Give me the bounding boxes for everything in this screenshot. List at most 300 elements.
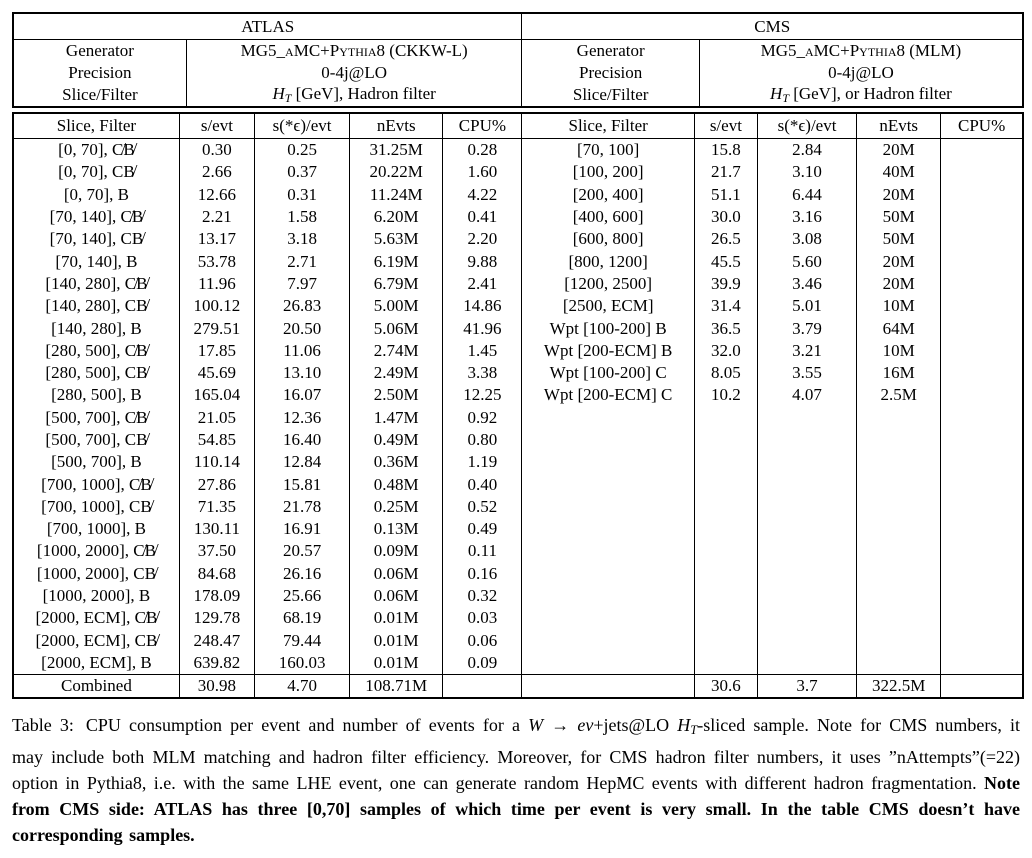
cms-slice-cell: Wpt [200-ECM] C	[522, 384, 694, 406]
cms-seps-cell: 2.84	[757, 139, 856, 162]
cms-seps-cell	[757, 630, 856, 652]
atlas-sevt-cell: 54.85	[179, 429, 254, 451]
cms-seps-cell: 5.01	[757, 295, 856, 317]
cms-sevt-cell	[694, 451, 757, 473]
cms-cpu-cell	[941, 407, 1023, 429]
table-row	[13, 451, 1023, 473]
atlas-slice-cell: [280, 500], C̸B̸	[45, 340, 148, 360]
atlas-seps-cell: 79.44	[254, 630, 349, 652]
atlas-cpu-cell: 0.09	[443, 652, 522, 675]
atlas-slice-cell: [70, 140], B	[55, 251, 138, 271]
atlas-nevts-cell: 0.01M	[350, 607, 443, 629]
atlas-seps-cell: 25.66	[254, 585, 349, 607]
atlas-cpu-cell: 1.19	[443, 451, 522, 473]
atlas-sevt-cell: 84.68	[179, 563, 254, 585]
atlas-cpu-cell: 0.03	[443, 607, 522, 629]
atlas-sevt-cell: 130.11	[179, 518, 254, 540]
cms-cpu-cell	[941, 518, 1023, 540]
table-row	[13, 518, 1023, 540]
atlas-sevt-cell: 21.05	[179, 407, 254, 429]
atlas-nevts-cell: 6.19M	[350, 250, 443, 272]
atlas-sevt-cell: 639.82	[179, 652, 254, 675]
atlas-seps-cell: 0.25	[254, 139, 349, 162]
cms-cpu-cell	[941, 585, 1023, 607]
atlas-sevt-cell: 37.50	[179, 540, 254, 562]
atlas-slice-cell: [2000, ECM], C̸B̸	[35, 608, 158, 628]
atlas-seps-cell: 20.50	[254, 317, 349, 339]
table-row	[13, 652, 1023, 675]
atlas-nevts-cell: 5.06M	[350, 317, 443, 339]
combined-row	[13, 675, 1023, 699]
cms-nevts-cell: 10M	[857, 295, 941, 317]
cms-sevt-cell: 10.2	[694, 384, 757, 406]
cms-slice-cell	[522, 429, 694, 451]
enu-symbol: eν	[577, 715, 594, 736]
cms-seps-cell	[757, 540, 856, 562]
cms-sevt-cell	[694, 429, 757, 451]
cms-nevts-cell: 20M	[857, 250, 941, 272]
caption-bold-note: Note from CMS side: ATLAS has three [0,70] samples of which time per event is very small. In the table CMS doesn’t have corresponding samples.	[12, 772, 1020, 845]
atlas-seps-cell: 20.57	[254, 540, 349, 562]
cms-slice-cell	[522, 473, 694, 495]
cpu-data-table	[12, 112, 1024, 699]
table-row	[13, 317, 1023, 339]
cms-sevt-cell	[694, 407, 757, 429]
cms-sevt-cell: 30.0	[694, 206, 757, 228]
cms-nevts-cell	[857, 451, 941, 473]
cms-col-nevts: nEvts	[857, 113, 941, 139]
cms-combined-cpu	[941, 675, 1023, 699]
atlas-cpu-cell: 0.28	[443, 139, 522, 162]
cms-sevt-cell	[694, 585, 757, 607]
data-rows-body	[13, 139, 1023, 675]
cms-combined-label	[522, 675, 694, 699]
atlas-combined-label: Combined	[13, 675, 179, 699]
cms-slice-cell	[522, 630, 694, 652]
cms-cpu-cell	[941, 340, 1023, 362]
cms-slice-cell: [200, 400]	[522, 184, 694, 206]
cms-slice-cell: [800, 1200]	[522, 250, 694, 272]
cms-nevts-cell	[857, 540, 941, 562]
cms-slice-cell: [600, 800]	[522, 228, 694, 250]
cms-sevt-cell	[694, 473, 757, 495]
cms-slice-value	[699, 84, 1023, 107]
cms-seps-cell	[757, 563, 856, 585]
atlas-seps-cell: 2.71	[254, 250, 349, 272]
cms-seps-cell: 3.08	[757, 228, 856, 250]
cms-slice-cell: Wpt [200-ECM] B	[522, 340, 694, 362]
atlas-slice-cell: [70, 140], C̸B̸	[49, 207, 144, 227]
table-row	[13, 250, 1023, 272]
atlas-col-sevt: s/evt	[179, 113, 254, 139]
atlas-nevts-cell: 0.36M	[350, 451, 443, 473]
meta-header-table	[12, 12, 1024, 108]
cms-seps-cell	[757, 607, 856, 629]
atlas-cpu-cell: 41.96	[443, 317, 522, 339]
cms-slice-cell	[522, 585, 694, 607]
atlas-slice-rest: [GeV], Hadron filter	[291, 84, 436, 104]
atlas-sevt-cell: 12.66	[179, 184, 254, 206]
atlas-nevts-cell: 0.06M	[350, 585, 443, 607]
cms-generator-label: Generator	[522, 40, 699, 63]
cms-cpu-cell	[941, 384, 1023, 406]
atlas-cpu-cell: 0.32	[443, 585, 522, 607]
cms-nevts-cell: 20M	[857, 273, 941, 295]
atlas-slice-cell: [140, 280], CB̸	[45, 296, 148, 316]
cms-title: CMS	[522, 13, 1023, 40]
atlas-slice-cell: [700, 1000], C̸B̸	[41, 474, 152, 494]
experiment-title-row	[13, 13, 1023, 40]
cms-nevts-cell: 2.5M	[857, 384, 941, 406]
cms-sevt-cell: 32.0	[694, 340, 757, 362]
table-row	[13, 585, 1023, 607]
cms-combined-sevt: 30.6	[694, 675, 757, 699]
atlas-nevts-cell: 2.50M	[350, 384, 443, 406]
atlas-sevt-cell: 27.86	[179, 473, 254, 495]
table-row	[13, 473, 1023, 495]
cms-seps-cell: 3.16	[757, 206, 856, 228]
cms-seps-cell	[757, 473, 856, 495]
cms-slice-cell: Wpt [100-200] C	[522, 362, 694, 384]
table-row	[13, 429, 1023, 451]
atlas-sevt-cell: 17.85	[179, 340, 254, 362]
cms-sevt-cell: 15.8	[694, 139, 757, 162]
atlas-nevts-cell: 0.25M	[350, 496, 443, 518]
atlas-sevt-cell: 248.47	[179, 630, 254, 652]
cms-sevt-cell: 8.05	[694, 362, 757, 384]
atlas-nevts-cell: 6.20M	[350, 206, 443, 228]
cms-slice-cell	[522, 563, 694, 585]
atlas-slice-cell: [500, 700], C̸B̸	[45, 407, 148, 427]
cms-nevts-cell	[857, 607, 941, 629]
table-row	[13, 496, 1023, 518]
cms-nevts-cell	[857, 563, 941, 585]
cms-combined-nevts: 322.5M	[857, 675, 941, 699]
caption-text-1: CPU consumption per event and number of events for a	[85, 715, 529, 736]
atlas-seps-cell: 1.58	[254, 206, 349, 228]
cms-nevts-cell: 20M	[857, 139, 941, 162]
ht-symbol: H	[272, 84, 285, 104]
atlas-slice-cell: [1000, 2000], CB̸	[36, 563, 156, 583]
atlas-seps-cell: 0.31	[254, 184, 349, 206]
atlas-cpu-cell: 0.52	[443, 496, 522, 518]
column-header-row	[13, 113, 1023, 139]
atlas-seps-cell: 16.40	[254, 429, 349, 451]
atlas-cpu-cell: 1.45	[443, 340, 522, 362]
atlas-seps-cell: 16.91	[254, 518, 349, 540]
atlas-col-seps: s(*ϵ)/evt	[254, 113, 349, 139]
atlas-combined-seps: 4.70	[254, 675, 349, 699]
caption-text-3: -sliced sample. Note for CMS numbers, it may include both MLM matching and hadron filter efficiency. Moreover, for CMS hadron filter numbers, it uses ”nAttempts”(=22) option in Pythia8, i.e. with the same LHE event, one can generate random HepMC events with different hadron fragmentation.	[12, 715, 1021, 793]
table-row	[13, 273, 1023, 295]
cms-slice-cell	[522, 652, 694, 675]
table-row	[13, 295, 1023, 317]
cms-seps-cell: 3.79	[757, 317, 856, 339]
atlas-nevts-cell: 0.13M	[350, 518, 443, 540]
cms-col-seps: s(*ϵ)/evt	[757, 113, 856, 139]
cms-seps-cell: 6.44	[757, 184, 856, 206]
atlas-cpu-cell: 0.40	[443, 473, 522, 495]
atlas-nevts-cell: 20.22M	[350, 161, 443, 183]
atlas-nevts-cell: 31.25M	[350, 139, 443, 162]
atlas-seps-cell: 15.81	[254, 473, 349, 495]
atlas-cpu-cell: 12.25	[443, 384, 522, 406]
atlas-slice-cell: [1000, 2000], C̸B̸	[36, 541, 156, 561]
w-symbol: W	[528, 715, 544, 736]
cms-nevts-cell	[857, 518, 941, 540]
atlas-nevts-cell: 0.06M	[350, 563, 443, 585]
atlas-cpu-cell: 0.80	[443, 429, 522, 451]
cms-nevts-cell	[857, 473, 941, 495]
atlas-sevt-cell: 0.30	[179, 139, 254, 162]
cms-nevts-cell: 20M	[857, 184, 941, 206]
cms-sevt-cell: 39.9	[694, 273, 757, 295]
atlas-sevt-cell: 13.17	[179, 228, 254, 250]
cms-cpu-cell	[941, 563, 1023, 585]
cms-slice-cell: Wpt [100-200] B	[522, 317, 694, 339]
cms-cpu-cell	[941, 228, 1023, 250]
cms-nevts-cell	[857, 429, 941, 451]
atlas-combined-sevt: 30.98	[179, 675, 254, 699]
atlas-cpu-cell: 2.20	[443, 228, 522, 250]
atlas-sevt-cell: 129.78	[179, 607, 254, 629]
atlas-seps-cell: 7.97	[254, 273, 349, 295]
atlas-slice-cell: [2000, ECM], B	[41, 652, 152, 672]
atlas-sevt-cell: 2.21	[179, 206, 254, 228]
cms-sevt-cell	[694, 496, 757, 518]
cms-seps-cell	[757, 518, 856, 540]
ht-subscript: T	[284, 90, 292, 105]
atlas-nevts-cell: 6.79M	[350, 273, 443, 295]
atlas-cpu-cell: 0.06	[443, 630, 522, 652]
cms-cpu-cell	[941, 295, 1023, 317]
ht-subscript: T	[690, 723, 698, 738]
atlas-slice-cell: [700, 1000], B	[46, 519, 146, 539]
caption-label: Table 3:	[12, 715, 74, 736]
cms-seps-cell	[757, 585, 856, 607]
atlas-seps-cell: 13.10	[254, 362, 349, 384]
cms-nevts-cell: 40M	[857, 161, 941, 183]
atlas-cpu-cell: 0.11	[443, 540, 522, 562]
caption-text-2: +jets@LO	[593, 715, 678, 736]
atlas-slice-value	[186, 84, 522, 107]
cms-generator-value: MG5_aMC+Pythia8 (MLM)	[699, 40, 1023, 63]
atlas-seps-cell: 21.78	[254, 496, 349, 518]
atlas-nevts-cell: 1.47M	[350, 407, 443, 429]
cms-sevt-cell: 51.1	[694, 184, 757, 206]
arrow-symbol: →	[543, 715, 578, 736]
atlas-seps-cell: 3.18	[254, 228, 349, 250]
cms-cpu-cell	[941, 652, 1023, 675]
atlas-slice-cell: [0, 70], CB̸	[58, 162, 135, 182]
slice-filter-row	[13, 84, 1023, 107]
table-row	[13, 362, 1023, 384]
atlas-sevt-cell: 165.04	[179, 384, 254, 406]
ht-subscript: T	[782, 90, 789, 105]
atlas-sevt-cell: 53.78	[179, 250, 254, 272]
atlas-title: ATLAS	[13, 13, 522, 40]
precision-row	[13, 62, 1023, 84]
cms-slice-cell: [1200, 2500]	[522, 273, 694, 295]
cms-nevts-cell	[857, 652, 941, 675]
atlas-nevts-cell: 0.49M	[350, 429, 443, 451]
cms-slice-cell	[522, 540, 694, 562]
cms-sevt-cell: 21.7	[694, 161, 757, 183]
cms-slice-label: Slice/Filter	[522, 84, 699, 107]
cms-combined-seps: 3.7	[757, 675, 856, 699]
table-row	[13, 630, 1023, 652]
atlas-slice-cell: [140, 280], B	[51, 318, 142, 338]
cms-sevt-cell	[694, 652, 757, 675]
cms-cpu-cell	[941, 362, 1023, 384]
cms-nevts-cell: 50M	[857, 228, 941, 250]
cms-cpu-cell	[941, 139, 1023, 162]
cms-cpu-cell	[941, 161, 1023, 183]
cms-cpu-cell	[941, 451, 1023, 473]
atlas-cpu-cell: 1.60	[443, 161, 522, 183]
cms-cpu-cell	[941, 607, 1023, 629]
atlas-cpu-cell: 0.92	[443, 407, 522, 429]
cms-slice-cell	[522, 496, 694, 518]
table-row	[13, 607, 1023, 629]
cms-nevts-cell: 16M	[857, 362, 941, 384]
atlas-nevts-cell: 0.01M	[350, 630, 443, 652]
cms-nevts-cell: 64M	[857, 317, 941, 339]
atlas-cpu-cell: 0.16	[443, 563, 522, 585]
atlas-sevt-cell: 71.35	[179, 496, 254, 518]
cms-nevts-cell	[857, 496, 941, 518]
cms-slice-cell: [2500, ECM]	[522, 295, 694, 317]
ht-symbol: H	[770, 84, 783, 104]
atlas-sevt-cell: 100.12	[179, 295, 254, 317]
atlas-seps-cell: 11.06	[254, 340, 349, 362]
cms-cpu-cell	[941, 250, 1023, 272]
generator-row	[13, 40, 1023, 63]
cms-seps-cell	[757, 407, 856, 429]
atlas-cpu-cell: 14.86	[443, 295, 522, 317]
cms-precision-label: Precision	[522, 62, 699, 84]
cms-nevts-cell	[857, 407, 941, 429]
combined-body	[13, 675, 1023, 699]
cms-nevts-cell: 10M	[857, 340, 941, 362]
cms-cpu-cell	[941, 429, 1023, 451]
cms-sevt-cell	[694, 540, 757, 562]
atlas-slice-cell: [70, 140], CB̸	[49, 229, 144, 249]
atlas-cpu-cell: 4.22	[443, 184, 522, 206]
cms-sevt-cell	[694, 563, 757, 585]
atlas-seps-cell: 26.83	[254, 295, 349, 317]
cms-precision-value: 0-4j@LO	[699, 62, 1023, 84]
cms-sevt-cell: 45.5	[694, 250, 757, 272]
atlas-slice-cell: [280, 500], CB̸	[45, 363, 148, 383]
atlas-cpu-cell: 9.88	[443, 250, 522, 272]
cms-seps-cell: 3.10	[757, 161, 856, 183]
cms-slice-cell: [400, 600]	[522, 206, 694, 228]
atlas-sevt-cell: 45.69	[179, 362, 254, 384]
cms-cpu-cell	[941, 273, 1023, 295]
ht-symbol: H	[677, 715, 691, 736]
cms-slice-rest: [GeV], or Hadron filter	[788, 84, 952, 104]
atlas-nevts-cell: 5.00M	[350, 295, 443, 317]
table-row	[13, 206, 1023, 228]
atlas-nevts-cell: 0.09M	[350, 540, 443, 562]
atlas-nevts-cell: 5.63M	[350, 228, 443, 250]
cms-nevts-cell	[857, 585, 941, 607]
atlas-cpu-cell: 2.41	[443, 273, 522, 295]
atlas-slice-cell: [1000, 2000], B	[42, 586, 151, 606]
atlas-slice-cell: [500, 700], CB̸	[45, 430, 148, 449]
atlas-slice-cell: [0, 70], B	[63, 184, 129, 204]
atlas-nevts-cell: 2.49M	[350, 362, 443, 384]
table-row	[13, 407, 1023, 429]
cms-slice-cell: [100, 200]	[522, 161, 694, 183]
atlas-sevt-cell: 2.66	[179, 161, 254, 183]
cms-seps-cell	[757, 451, 856, 473]
atlas-slice-cell: [280, 500], B	[51, 385, 142, 405]
table-row	[13, 340, 1023, 362]
atlas-combined-nevts: 108.71M	[350, 675, 443, 699]
atlas-slice-cell: [700, 1000], CB̸	[41, 496, 152, 516]
atlas-nevts-cell: 2.74M	[350, 340, 443, 362]
cms-col-cpu: CPU%	[941, 113, 1023, 139]
cms-slice-cell	[522, 607, 694, 629]
atlas-col-cpu: CPU%	[443, 113, 522, 139]
cms-seps-cell: 3.21	[757, 340, 856, 362]
cms-sevt-cell	[694, 630, 757, 652]
table-row	[13, 161, 1023, 183]
atlas-precision-value: 0-4j@LO	[186, 62, 522, 84]
cms-cpu-cell	[941, 206, 1023, 228]
atlas-col-nevts: nEvts	[350, 113, 443, 139]
atlas-seps-cell: 0.37	[254, 161, 349, 183]
table-row	[13, 184, 1023, 206]
atlas-cpu-cell: 3.38	[443, 362, 522, 384]
table-row	[13, 384, 1023, 406]
cms-sevt-cell	[694, 518, 757, 540]
cms-cpu-cell	[941, 317, 1023, 339]
cms-seps-cell	[757, 652, 856, 675]
cms-sevt-cell	[694, 607, 757, 629]
cms-seps-cell: 3.46	[757, 273, 856, 295]
cms-col-sevt: s/evt	[694, 113, 757, 139]
cms-slice-cell	[522, 451, 694, 473]
cms-sevt-cell: 26.5	[694, 228, 757, 250]
table-row	[13, 540, 1023, 562]
atlas-cpu-cell: 0.49	[443, 518, 522, 540]
cms-slice-cell	[522, 407, 694, 429]
atlas-sevt-cell: 178.09	[179, 585, 254, 607]
atlas-slice-cell: [140, 280], C̸B̸	[45, 273, 148, 293]
atlas-seps-cell: 160.03	[254, 652, 349, 675]
cms-cpu-cell	[941, 630, 1023, 652]
cms-nevts-cell: 50M	[857, 206, 941, 228]
cms-cpu-cell	[941, 540, 1023, 562]
table-row	[13, 563, 1023, 585]
cms-cpu-cell	[941, 184, 1023, 206]
cms-seps-cell: 4.07	[757, 384, 856, 406]
atlas-seps-cell: 68.19	[254, 607, 349, 629]
atlas-slice-cell: [2000, ECM], CB̸	[35, 630, 158, 650]
atlas-cpu-cell: 0.41	[443, 206, 522, 228]
atlas-generator-label: Generator	[65, 41, 134, 60]
table-row	[13, 228, 1023, 250]
cms-seps-cell: 5.60	[757, 250, 856, 272]
atlas-sevt-cell: 279.51	[179, 317, 254, 339]
cms-cpu-cell	[941, 473, 1023, 495]
atlas-seps-cell: 26.16	[254, 563, 349, 585]
cms-col-slice: Slice, Filter	[522, 113, 694, 139]
atlas-nevts-cell: 11.24M	[350, 184, 443, 206]
